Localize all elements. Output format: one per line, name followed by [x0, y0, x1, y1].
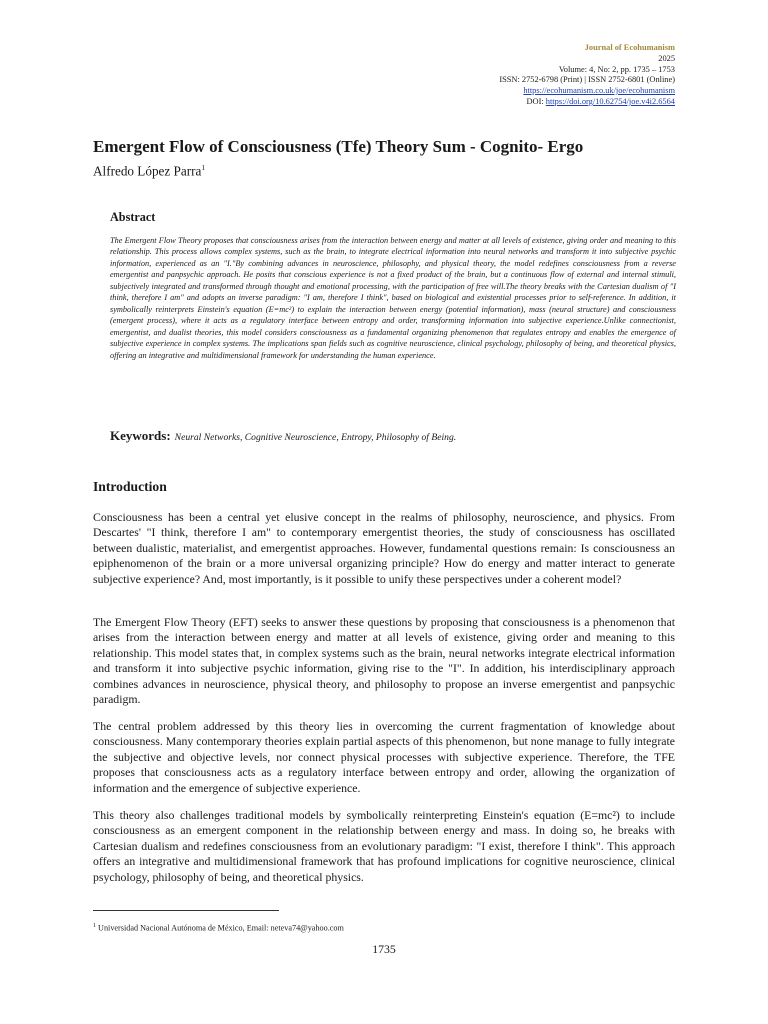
journal-url-link[interactable]: https://ecohumanism.co.uk/joe/ecohumanism — [523, 86, 675, 96]
abstract-heading: Abstract — [110, 210, 156, 224]
keywords-label: Keywords: — [110, 428, 171, 443]
intro-paragraph-3: The central problem addressed by this theory lies in overcoming the current fragmentation of knowledge about consciousness. Many contemporary theories explain partial aspects of this phenomenon, but none manage to fully integrate the subjective and objective levels, nor connect physical processes with subjective experience. Therefore, the TFE proposes that consciousness acts as a regulatory interface between entropy and order, allowing the organization of information and the emergence of subjective experience. — [93, 719, 675, 795]
doi-label: DOI: — [526, 96, 546, 106]
footnote-text: Universidad Nacional Autónoma de México, Email: neteva74@yahoo.com — [96, 923, 344, 933]
volume-info: Volume: 4, No: 2, pp. 1735 – 1753 — [558, 64, 675, 74]
doi-link[interactable]: https://doi.org/10.62754/joe.v4i2.6564 — [545, 96, 675, 106]
introduction-heading: Introduction — [93, 479, 167, 494]
doi-line — [499, 97, 675, 108]
abstract-text: The Emergent Flow Theory proposes that consciousness arises from the interaction between energy and matter at all levels of existence, giving order and meaning to this relationship. This process allows complex systems, such as the brain, to integrate electrical information into neural networks and transform it into subjective psychic information, experienced as an "I."By combining advances in neuroscience, philosophy, and physical theory, the model redefines consciousness from a reverse emergentist and panpsychic approach. He posits that conscious experience is not a fixed product of the brain, but a continuous flow of external and internal stimuli, subjectively integrated and transformed through thought and emotional processing, with the participation of free will.The theory breaks with the Cartesian dualism of "I think, therefore I am" and adopts an inverse paradigm: "I am, therefore I think", based on biological and existential processes prior to self-reference. In addition, it symbolically reinterprets Einstein's equation (E=mc²) to explain the interaction between energy (potential information), mass (neural structure) and consciousness (emergent process), where it acts as a regulatory interface between entropy and order, transforming information into subjective experience.Unlike connectionist, emergentist, and dualist theories, this model considers consciousness as a fundamental organizing phenomenon that regulates entropy and enables the emergence of subjective experience in complex systems. The implications span fields such as cognitive neuroscience, clinical psychology, philosophy of being, and theoretical physics, offering an integrative and multidimensional framework for understanding the human experience. — [110, 236, 676, 360]
author-name: Alfredo López Parra — [93, 163, 202, 179]
keywords-list: Neural Networks, Cognitive Neuroscience, Entropy, Philosophy of Being. — [174, 432, 457, 443]
footnote — [93, 923, 344, 933]
footnote-marker: 1 — [93, 923, 96, 929]
journal-name: Journal of Ecohumanism — [584, 43, 675, 52]
intro-paragraph-2: The Emergent Flow Theory (EFT) seeks to answer these questions by proposing that consciousness is a phenomenon that arises from the interaction between energy and matter at all levels of existence, giving order and meaning to this relationship. This model states that, in complex systems such as the brain, neural networks integrate electrical information and transform it into subjective psychic information, giving rise to the "I". In addition, his interdisciplinary approach combines advances in neuroscience, physical theory, and philosophy to propose an inverse emergentist and panpsychic paradigm. — [93, 615, 675, 707]
keywords-line — [110, 427, 676, 445]
page-number: 1735 — [372, 942, 396, 956]
article-title: Emergent Flow of Consciousness (Tfe) Theory Sum - Cognito- Ergo — [93, 137, 584, 156]
author-line — [93, 163, 205, 179]
journal-year: 2025 — [658, 53, 675, 63]
intro-paragraph-4: This theory also challenges traditional models by symbolically reinterpreting Einstein's equation (E=mc²) to include consciousness as an emergent component in the relationship between energy and mass. In doing so, he breaks with Cartesian dualism and redefines consciousness from an evolutionary paradigm: "I exist, therefore I think". This approach offers an integrative and multidimensional framework that has profound implications for cognitive neuroscience, clinical psychology, philosophy of being, and theoretical physics. — [93, 808, 675, 884]
issn-info: ISSN: 2752-6798 (Print) | ISSN 2752-6801 (Online) — [499, 75, 675, 85]
intro-paragraph-1: Consciousness has been a central yet elusive concept in the realms of philosophy, neuroscience, and physics. From Descartes' "I think, therefore I am" to contemporary emergentist theories, the study of consciousness has oscillated between dualistic, materialist, and emergentist approaches. However, fundamental questions remain: Is consciousness an epiphenomenon of the brain or a more universal organizing principle? How do energy and matter interact to generate subjective experience? And, most importantly, is it possible to unify these perspectives under a coherent model? — [93, 510, 675, 586]
journal-header — [499, 43, 675, 108]
footnote-divider — [93, 910, 279, 911]
author-footnote-marker[interactable]: 1 — [201, 163, 206, 172]
